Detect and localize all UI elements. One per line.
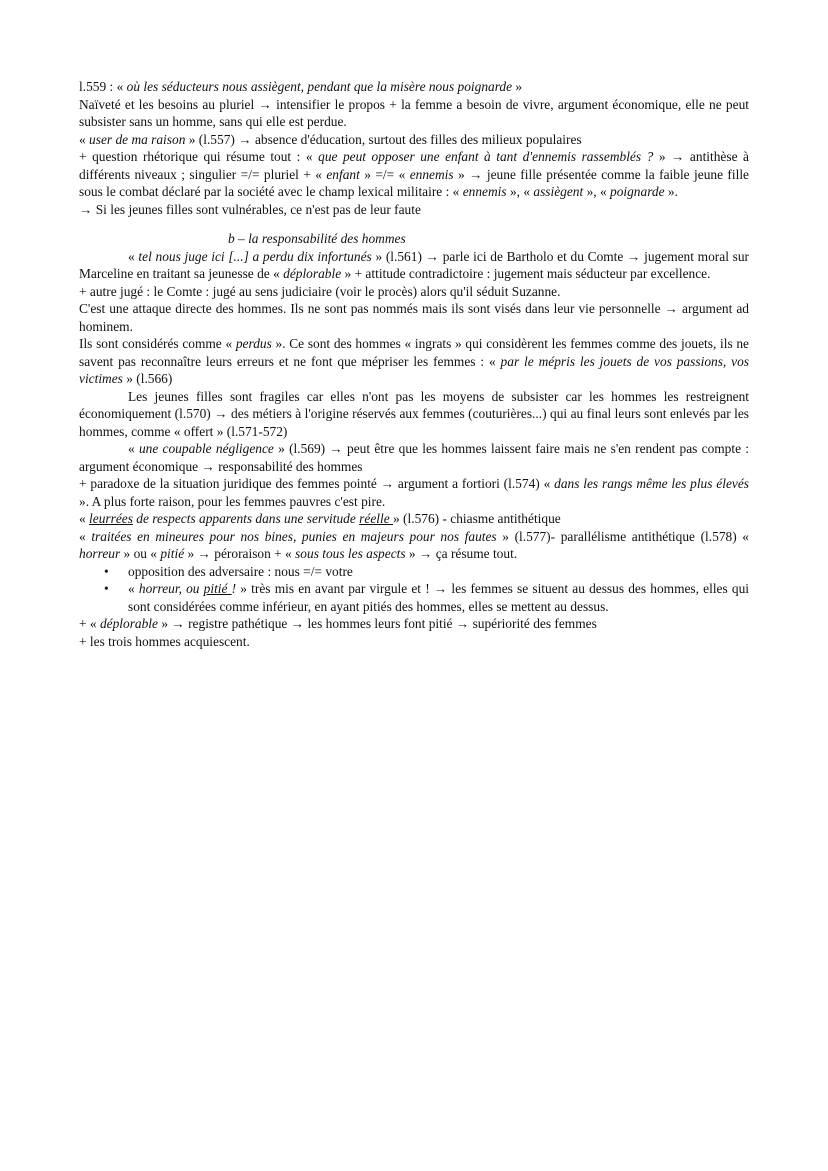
paragraph-coupable-negligence: « une coupable négligence » (l.569) → peut être que les hommes laissent faire mais ne s'en rendent pas compte : argument économique → responsabilité des hommes xyxy=(79,441,750,474)
bullet-list xyxy=(79,563,749,616)
paragraph-question-rhetorique: + question rhétorique qui résume tout : « que peut opposer une enfant à tant d'ennemis rassemblés ? » → antithèse à différents niveaux ; singulier =/= pluriel + « enfant » =/= « ennemis » → jeune fille présentée comme la faible jeune fille sous le combat déclaré par la société avec le champ lexical militaire : « ennemis », « assiègent », « poignarde ». xyxy=(79,149,749,199)
paragraph-tel-nous-juge: « tel nous juge ici [...] a perdu dix infortunés » (l.561) → parle ici de Bartholo et du Comte → jugement moral sur Marceline en traitant sa jeunesse de « déplorable » + attitude contradictoire : jugement mais séducteur par excellence. xyxy=(79,248,749,281)
paragraph-autre-juge: + autre jugé : le Comte : jugé au sens judiciaire (voir le procès) alors qu'il séduit Suzanne. xyxy=(79,283,561,299)
bullet-item-horreur-pitie: • « horreur, ou pitié ! » très mis en avant par virgule et ! → les femmes se situent au dessus des hommes, elles qui sont considérées comme inférieur, en ayant pitiés des hommes, elles se mettent au dessus. xyxy=(128,580,749,615)
quote-text: où les séducteurs nous assiègent, pendant que la misère nous poignarde xyxy=(126,79,513,94)
paragraph-naivete: Naïveté et les besoins au pluriel → intensifier le propos + la femme a besoin de vivre, argument économique, elle ne peut subsister sans un homme, sans qui elle est perdue. xyxy=(79,96,749,129)
paragraph-trois-hommes: + les trois hommes acquiescent. xyxy=(79,633,250,649)
paragraph-deplorable: + « déplorable » → registre pathétique → les hommes leurs font pitié → supériorité des femmes xyxy=(79,616,597,631)
document-body xyxy=(79,78,749,650)
paragraph-raison: « user de ma raison » (l.557) → absence d'éducation, surtout des filles des milieux populaires xyxy=(79,131,582,147)
paragraph-conclusion-vulnerables: → Si les jeunes filles sont vulnérables, ce n'est pas de leur faute xyxy=(79,201,421,217)
section-heading: b – la responsabilité des hommes xyxy=(228,231,406,246)
paragraph-leurrees: « leurrées de respects apparents dans une servitude réelle » (l.576) - chiasme antithétique xyxy=(79,511,561,526)
paragraph-traitees-en-mineures: « traitées en mineures pour nos bines, punies en majeurs pour nos fautes » (l.577)- parallélisme antithétique (l.578) « horreur » ou « pitié » → péroraison + « sous tous les aspects » → ça résume tout. xyxy=(79,528,749,561)
quote-text: user de ma raison xyxy=(89,131,186,147)
paragraph-paradoxe-juridique: + paradoxe de la situation juridique des femmes pointé → argument a fortiori (l.574) « dans les rangs même les plus élevés ». A plus forte raison, pour les femmes pauvres c'est pire. xyxy=(79,476,749,509)
paragraph-attaque-directe: C'est une attaque directe des hommes. Ils ne sont pas nommés mais ils sont visés dans leur vie personnelle → argument ad hominem. xyxy=(79,301,749,334)
bullet-item-opposition: • opposition des adversaire : nous =/= votre xyxy=(128,563,749,581)
paragraph-perdus: Ils sont considérés comme « perdus ». Ce sont des hommes « ingrats » qui considèrent les femmes comme des jouets, ils ne savent pas reconnaître leurs erreurs et ne font que mépriser les femmes : « par le mépris les jouets de vos passions, vos victimes » (l.566) xyxy=(79,336,749,386)
paragraph-quote-559: l.559 : « où les séducteurs nous assiègent, pendant que la misère nous poignarde » xyxy=(79,79,523,94)
paragraph-jeunes-filles-fragiles: Les jeunes filles sont fragiles car elles n'ont pas les moyens de subsister car les hommes les restreignent économiquement (l.570) → des métiers à l'origine réservés aux femmes (couturières...) qui au final leurs sont enlevés par les hommes, comme « offert » (l.571-572) xyxy=(79,388,749,439)
